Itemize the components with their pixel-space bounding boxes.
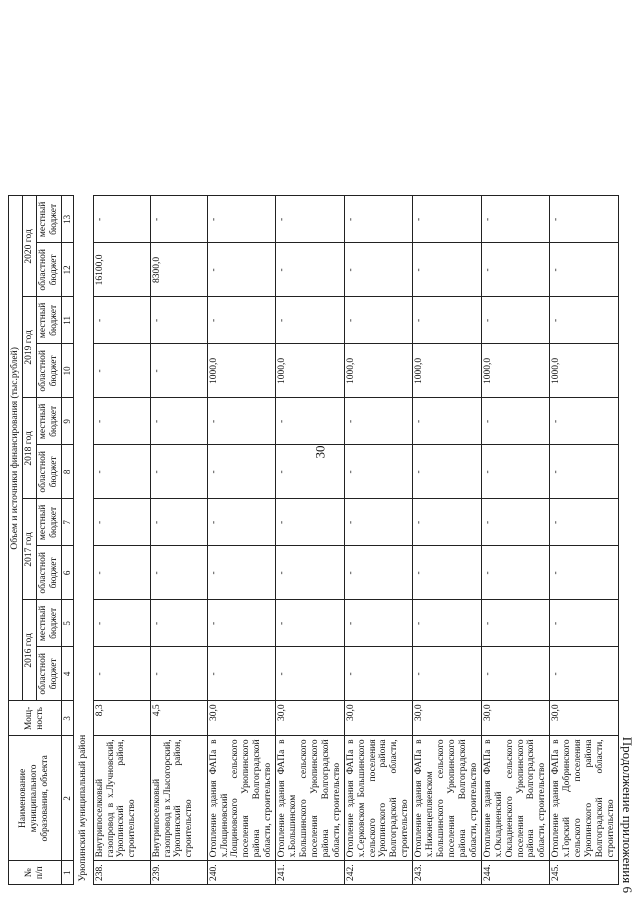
funding-value: - bbox=[481, 546, 550, 600]
funding-value: - bbox=[150, 647, 207, 701]
funding-value: - bbox=[93, 196, 150, 243]
funding-value: - bbox=[207, 196, 276, 243]
funding-value: - bbox=[276, 445, 345, 499]
funding-table bbox=[8, 195, 619, 885]
header-capacity: Мощ- ность bbox=[9, 701, 62, 736]
header-num: № п/п bbox=[9, 861, 62, 885]
funding-value: - bbox=[207, 546, 276, 600]
funding-value: - bbox=[150, 546, 207, 600]
capacity-value: 8,3 bbox=[93, 701, 150, 736]
row-number: 244. bbox=[481, 861, 550, 885]
object-name: Отопление здания ФАПа в х.Лощиновский Лощиновского сельского поселения Урюпинского района Волгоградской области, строительство bbox=[207, 736, 276, 861]
funding-value: - bbox=[93, 600, 150, 647]
object-name: Внутрипоселковый газопровод в х.Лысогорский, Урюпинский район, строительство bbox=[150, 736, 207, 861]
funding-value: - bbox=[207, 297, 276, 344]
header-year: 2016 год bbox=[22, 600, 36, 701]
header-regional: областной бюджет bbox=[36, 647, 61, 701]
funding-value: - bbox=[550, 297, 619, 344]
funding-value: - bbox=[93, 546, 150, 600]
funding-value: - bbox=[150, 398, 207, 445]
header-local: местный бюджет bbox=[36, 398, 61, 445]
funding-value: - bbox=[276, 499, 345, 546]
object-name: Отопление здания ФАПа в х.Нижнецепляевском Большинского сельского поселения Урюпинского района Волгоградской области, строительство bbox=[413, 736, 482, 861]
funding-value: - bbox=[413, 398, 482, 445]
funding-value: - bbox=[550, 546, 619, 600]
funding-value: - bbox=[93, 398, 150, 445]
funding-value: - bbox=[150, 499, 207, 546]
funding-value: - bbox=[344, 243, 413, 297]
funding-value: 8300,0 bbox=[150, 243, 207, 297]
funding-value: - bbox=[344, 600, 413, 647]
page-number: 30 bbox=[312, 445, 328, 459]
funding-value: - bbox=[207, 499, 276, 546]
table-row bbox=[276, 196, 345, 885]
funding-value: 1000,0 bbox=[276, 344, 345, 398]
col-number: 3 bbox=[61, 701, 73, 736]
col-number: 4 bbox=[61, 647, 73, 701]
funding-value: - bbox=[344, 398, 413, 445]
row-number: 243. bbox=[413, 861, 482, 885]
funding-value: - bbox=[344, 297, 413, 344]
funding-value: - bbox=[344, 647, 413, 701]
funding-value: - bbox=[550, 600, 619, 647]
funding-value: - bbox=[344, 499, 413, 546]
funding-value: - bbox=[413, 196, 482, 243]
funding-value: - bbox=[481, 243, 550, 297]
col-number: 7 bbox=[61, 499, 73, 546]
funding-value: - bbox=[150, 297, 207, 344]
table-row bbox=[93, 196, 150, 885]
row-number: 241. bbox=[276, 861, 345, 885]
row-number: 239. bbox=[150, 861, 207, 885]
funding-value: - bbox=[93, 647, 150, 701]
row-number: 245. bbox=[550, 861, 619, 885]
header-local: местный бюджет bbox=[36, 499, 61, 546]
table-row bbox=[150, 196, 207, 885]
funding-value: - bbox=[150, 600, 207, 647]
funding-value: - bbox=[93, 344, 150, 398]
table-row bbox=[207, 196, 276, 885]
table-body bbox=[73, 196, 618, 885]
row-number: 240. bbox=[207, 861, 276, 885]
funding-value: - bbox=[276, 196, 345, 243]
header-local: местный бюджет bbox=[36, 196, 61, 243]
funding-value: - bbox=[481, 600, 550, 647]
header-regional: областной бюджет bbox=[36, 546, 61, 600]
funding-value: 1000,0 bbox=[207, 344, 276, 398]
funding-value: 1000,0 bbox=[344, 344, 413, 398]
object-name: Внутрипоселковый газопровод в х.Лучновский, Урюпинский район, строительство bbox=[93, 736, 150, 861]
funding-value: - bbox=[481, 398, 550, 445]
col-number: 8 bbox=[61, 445, 73, 499]
col-number: 9 bbox=[61, 398, 73, 445]
funding-value: 1000,0 bbox=[413, 344, 482, 398]
funding-value: - bbox=[550, 196, 619, 243]
funding-value: - bbox=[550, 445, 619, 499]
funding-value: - bbox=[344, 445, 413, 499]
appendix-title: Продолжение приложения 6 bbox=[620, 736, 635, 893]
col-number: 6 bbox=[61, 546, 73, 600]
capacity-value: 30,0 bbox=[207, 701, 276, 736]
header-year: 2019 год bbox=[22, 297, 36, 398]
funding-value: - bbox=[550, 647, 619, 701]
funding-value: 1000,0 bbox=[481, 344, 550, 398]
header-year: 2018 год bbox=[22, 398, 36, 499]
table-row bbox=[550, 196, 619, 885]
funding-value: - bbox=[276, 600, 345, 647]
funding-value: - bbox=[481, 297, 550, 344]
col-number: 13 bbox=[61, 196, 73, 243]
funding-value: - bbox=[276, 243, 345, 297]
object-name: Отопление здания ФАПа в х.Окладненский Окладненского сельского поселения Урюпинского района Волгоградской области, строительство bbox=[481, 736, 550, 861]
col-number: 11 bbox=[61, 297, 73, 344]
funding-value: - bbox=[276, 546, 345, 600]
funding-value: - bbox=[93, 445, 150, 499]
funding-value: - bbox=[413, 243, 482, 297]
funding-value: 1000,0 bbox=[550, 344, 619, 398]
funding-value: - bbox=[276, 297, 345, 344]
funding-value: - bbox=[150, 445, 207, 499]
funding-value: - bbox=[413, 647, 482, 701]
funding-value: - bbox=[413, 546, 482, 600]
capacity-value: 30,0 bbox=[481, 701, 550, 736]
object-name: Отопление здания ФАПа в х.Большинском Большинского сельского поселения Урюпинского района Волгоградской области, строительство bbox=[276, 736, 345, 861]
capacity-value: 30,0 bbox=[344, 701, 413, 736]
col-number: 10 bbox=[61, 344, 73, 398]
funding-value: - bbox=[413, 499, 482, 546]
capacity-value: 30,0 bbox=[550, 701, 619, 736]
row-number: 238. bbox=[93, 861, 150, 885]
funding-value: - bbox=[207, 243, 276, 297]
region-title: Урюпинский муниципальный район bbox=[77, 734, 88, 882]
col-number: 12 bbox=[61, 243, 73, 297]
col-number: 1 bbox=[61, 861, 73, 885]
table-row bbox=[413, 196, 482, 885]
funding-value: - bbox=[550, 499, 619, 546]
funding-value: - bbox=[413, 445, 482, 499]
header-local: местный бюджет bbox=[36, 600, 61, 647]
funding-value: - bbox=[207, 647, 276, 701]
funding-value: - bbox=[344, 196, 413, 243]
header-local: местный бюджет bbox=[36, 297, 61, 344]
funding-value: - bbox=[207, 445, 276, 499]
header-regional: областной бюджет bbox=[36, 445, 61, 499]
header-year: 2020 год bbox=[22, 196, 36, 297]
funding-value: - bbox=[413, 297, 482, 344]
funding-value: - bbox=[150, 344, 207, 398]
capacity-value: 4,5 bbox=[150, 701, 207, 736]
header-name: Наименование муниципального образования, объекта bbox=[9, 736, 62, 861]
object-name: Отопление здания ФАПа в х.Горский Добринского сельского поселения Урюпинского района Волгоградской области, строительство bbox=[550, 736, 619, 861]
capacity-value: 30,0 bbox=[413, 701, 482, 736]
funding-value: - bbox=[276, 398, 345, 445]
funding-value: - bbox=[207, 600, 276, 647]
table-row bbox=[344, 196, 413, 885]
col-number: 2 bbox=[61, 736, 73, 861]
funding-value: - bbox=[481, 196, 550, 243]
capacity-value: 30,0 bbox=[276, 701, 345, 736]
funding-value: - bbox=[550, 398, 619, 445]
funding-value: - bbox=[150, 196, 207, 243]
header-regional: областной бюджет bbox=[36, 243, 61, 297]
col-number: 5 bbox=[61, 600, 73, 647]
funding-value: - bbox=[207, 398, 276, 445]
funding-value: - bbox=[93, 499, 150, 546]
funding-value: 16100,0 bbox=[93, 243, 150, 297]
header-regional: областной бюджет bbox=[36, 344, 61, 398]
funding-value: - bbox=[344, 546, 413, 600]
header-year: 2017 год bbox=[22, 499, 36, 600]
funding-value: - bbox=[481, 499, 550, 546]
funding-value: - bbox=[481, 445, 550, 499]
table-row bbox=[481, 196, 550, 885]
object-name: Отопление здания ФАПа в х.Серковском Большинского сельского поселения Урюпинского района Волгоградской области, строительство bbox=[344, 736, 413, 861]
funding-value: - bbox=[413, 600, 482, 647]
header-funding: Объем и источники финансирования (тыс.рублей) bbox=[9, 196, 23, 701]
funding-value: - bbox=[550, 243, 619, 297]
funding-value: - bbox=[481, 647, 550, 701]
funding-value: - bbox=[93, 297, 150, 344]
row-number: 242. bbox=[344, 861, 413, 885]
funding-value: - bbox=[276, 647, 345, 701]
